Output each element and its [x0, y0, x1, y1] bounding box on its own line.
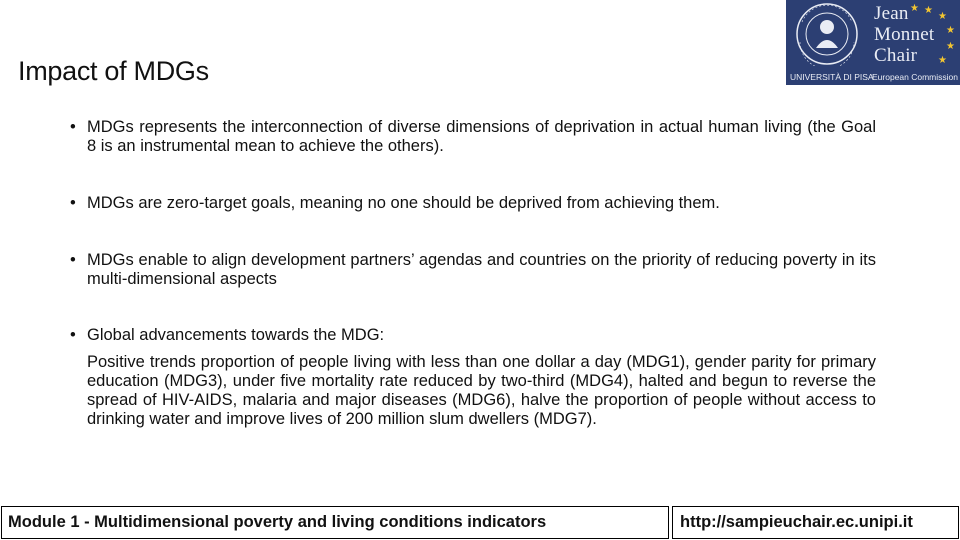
bullet-detail-paragraph: Positive trends proportion of people living with less than one dollar a day (MDG1), gender parity for primary education (MDG3), under five mortality rate reduced by two-third (MDG4), halted and begun to reverse the spread of HIV-AIDS, malaria and major diseases (MDG6), halve the proportion of people without access to drinking water and improve lives of 200 million slum dwellers (MDG7). — [87, 353, 876, 428]
jean-monnet-chair-logo — [786, 0, 960, 85]
bullet-text: MDGs represents the interconnection of diverse dimensions of deprivation in actual human living (the Goal 8 is an instrumental mean to achieve the others). — [87, 118, 876, 155]
bullet-item — [70, 326, 876, 429]
bullet-item — [70, 251, 876, 289]
eu-star-icon: ★ — [938, 11, 947, 22]
bullet-marker: • — [70, 326, 76, 344]
slide-title: Impact of MDGs — [18, 56, 209, 86]
footer-url-link[interactable]: http://sampieuchair.ec.unipi.it — [672, 506, 959, 539]
eu-star-icon: ★ — [938, 55, 947, 66]
logo-caption-commission: European Commission — [872, 72, 958, 82]
bullet-text: Global advancements towards the MDG: — [87, 326, 385, 344]
bullet-marker: • — [70, 194, 76, 212]
eu-star-icon: ★ — [946, 41, 955, 52]
logo-line-chair: Chair — [874, 45, 918, 66]
bullet-text: MDGs are zero-target goals, meaning no one should be deprived from achieving them. — [87, 194, 720, 212]
eu-star-icon: ★ — [924, 5, 933, 16]
university-seal-icon — [790, 2, 864, 66]
logo-line-monnet: Monnet — [874, 24, 935, 45]
bullet-item — [70, 194, 876, 213]
footer-module-label: Module 1 - Multidimensional poverty and living conditions indicators — [1, 506, 669, 539]
bullet-marker: • — [70, 118, 76, 136]
logo-line-jean: Jean — [874, 3, 909, 24]
eu-star-icon: ★ — [910, 3, 919, 14]
eu-star-icon: ★ — [946, 25, 955, 36]
bullet-marker: • — [70, 251, 76, 269]
bullet-item — [70, 118, 876, 156]
bullet-text: MDGs enable to align development partners’ agendas and countries on the priority of reducing poverty in its multi-dimensional aspects — [87, 251, 876, 288]
logo-caption-university: UNIVERSITÀ DI PISA — [790, 72, 874, 82]
